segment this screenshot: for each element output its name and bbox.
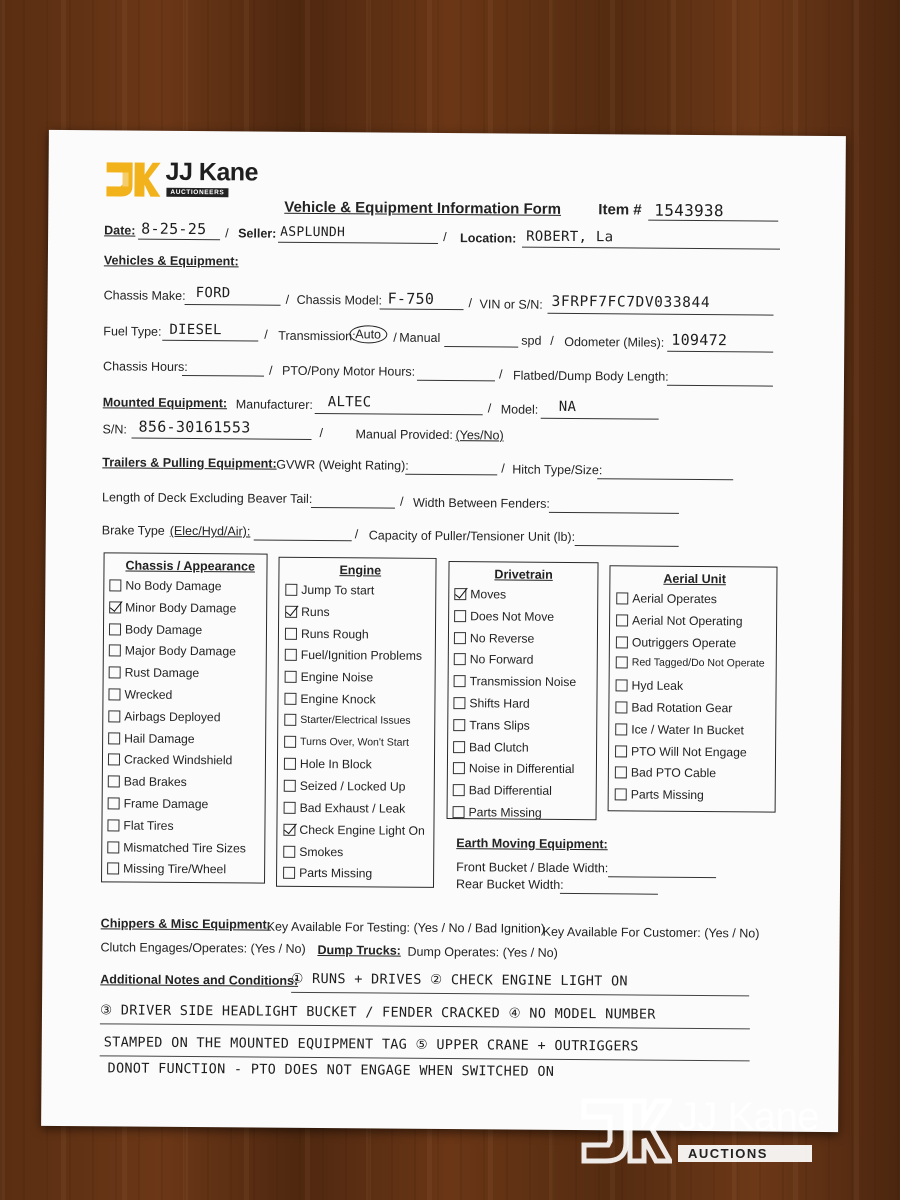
checkbox-label: Does Not Move: [470, 609, 555, 624]
checkbox-label: Ice / Water In Bucket: [631, 722, 744, 738]
notes-rule-1: [291, 992, 749, 997]
chassis-item-hail-damage[interactable]: [108, 731, 195, 746]
checkbox-label: Check Engine Light On: [299, 822, 425, 838]
checkbox-label: Smokes: [299, 844, 344, 859]
aerial-item-ice-water-in-bucket[interactable]: [615, 722, 744, 737]
checkbox-icon[interactable]: [108, 754, 120, 766]
checkbox-label: Bad Differential: [468, 783, 552, 799]
engine-item-hole-in-block[interactable]: [284, 757, 372, 772]
checkbox-label: No Body Damage: [125, 578, 222, 594]
brake-field[interactable]: [254, 527, 352, 542]
chassis-box-title: Chassis / Appearance: [125, 558, 256, 574]
drivetrain-item-shifts-hard[interactable]: [453, 696, 529, 711]
checkbox-icon[interactable]: [454, 675, 466, 687]
seller-value: ASPLUNDH: [280, 224, 346, 241]
engine-item-seized-locked-up[interactable]: [284, 779, 406, 794]
checked-checkbox-icon[interactable]: [285, 606, 297, 618]
checkbox-icon[interactable]: [616, 614, 628, 626]
engine-item-engine-knock[interactable]: [284, 692, 375, 707]
rear-bucket-label: Rear Bucket Width:: [455, 877, 564, 892]
checkbox-icon[interactable]: [108, 776, 120, 788]
checkbox-icon[interactable]: [453, 762, 465, 774]
checkbox-label: Bad Brakes: [123, 774, 187, 790]
checkbox-label: Missing Tire/Wheel: [123, 861, 227, 877]
checkbox-icon[interactable]: [616, 636, 628, 648]
checkbox-icon[interactable]: [285, 671, 297, 683]
checkbox-label: Bad Rotation Gear: [631, 700, 733, 716]
watermark-logo-icon: [578, 1093, 672, 1169]
chassis-make-label: Chassis Make:: [103, 288, 186, 303]
engine-item-starter-electrical-issues[interactable]: [284, 714, 410, 727]
key-testing-text: Key Available For Testing: (Yes / No / Bad Ignition): [266, 919, 546, 936]
date-label: Date:: [104, 223, 136, 238]
vin-value: 3FRPF7FC7DV033844: [551, 293, 711, 312]
checkbox-label: Outriggers Operate: [631, 635, 737, 650]
odometer-value: 109472: [671, 330, 728, 350]
aerial-item-aerial-operates[interactable]: [616, 591, 717, 606]
engine-item-smokes[interactable]: [283, 844, 343, 858]
watermark: [558, 1093, 868, 1173]
checkbox-icon[interactable]: [109, 667, 121, 679]
checkbox-label: Jump To start: [301, 582, 375, 598]
drivetrain-item-no-reverse[interactable]: [454, 631, 534, 646]
checkbox-label: Red Tagged/Do Not Operate: [631, 656, 765, 670]
checkbox-label: Transmission Noise: [469, 674, 577, 690]
checked-checkbox-icon[interactable]: [283, 824, 295, 836]
chassis-item-rust-damage[interactable]: [109, 666, 200, 681]
form-sheet: JJ Kane AUCTIONEERS Vehicle & Equipment Information Form Item # 1543938 Date: 8-25-25 / Seller: ASPLUNDH / Location: ROBERT, La Vehicles & Equipment: Chassis Make: FORD / Chassis Model: F-750 / VIN or S/N: 3FRPF7FC7DV033844 Fuel Type: DIESEL / Transmission: Auto / Manual spd / Odometer (Miles): 109472 Chassis Hours: / PTO/Pony Motor Hours: / Flatbed/Dump Body Length: Mounted Equipment: Manufacturer: ALTEC / Model: NA S/N: 856-30161553 / Manual Provided: (Yes/No) Trailers & Pulling Equipment: GVWR (Weight Rating): / Hitch Type/Size: Length of Deck Excluding Beaver Tail: / Width Between Fenders: Brake Type (Elec/Hyd/Air): / Capacity of Puller/Tensioner Unit (lb): Chassis / Appearance No Body Damage Minor Body Damage Body Damage Major Body Damage Rust Damage Wrecked Airbags Deployed Hail Damage Cracked Windshield Bad Brakes Frame Damage Flat Tires Mismatched Tire Sizes Missing Tire/Wheel Engine Jump To start Runs Runs Rough Fuel/Ignition Problems Engine Noise Engine Knock Starter/Electrical Issues Turns Over, Won't Start Hole In Block Seized / Locked Up Bad Exhaust / Leak Check Engine Light On Smokes Parts Missing Drivetrain Moves Does Not Move No Reverse No Forward Transmission Noise Shifts Hard Trans Slips Bad Clutch Noise in Differential Bad Differential Parts Missing Aerial Unit Aerial Operates Aerial Not Operating Outriggers Operate Red Tagged/Do Not Operate Hyd Leak Bad Rotation Gear Ice / Water In Bucket PTO Will Not Engage Bad PTO Cable Parts Missing Earth Moving Equipment: Front Bucket / Blade Width: Rear Bucket Width: Chippers & Misc Equipment: Key Available For Testing: (Yes / No / Bad Ignition) Key Available For Customer: (Yes / No) Clutch Engages/Operates: (Yes / No) Dump Trucks: Dump Operates: (Yes / No) Additional Notes and Conditions: ① RUNS + DRIVES ② CHECK ENGINE LIGHT ON ③ DRIVER SIDE HEADLIGHT BUCKET / FENDER CRACKED ④ NO MODEL NUMBER STAMPED ON THE MOUNTED EQUIPMENT TAG ⑤ UPPER CRANE + OUTRIGGERS DONOT FUNCTION - PTO DOES NOT ENGAGE WHEN SWITCHED ON: [41, 130, 846, 1132]
checkbox-icon[interactable]: [283, 845, 295, 857]
pto-hours-label: PTO/Pony Motor Hours:: [281, 363, 416, 379]
front-bucket-field[interactable]: [608, 863, 716, 878]
chassis-item-frame-damage[interactable]: [108, 796, 209, 811]
engine-item-fuel-ignition-problems[interactable]: [285, 648, 422, 663]
drivetrain-item-moves[interactable]: [454, 587, 506, 601]
checkbox-icon[interactable]: [109, 645, 121, 657]
checkbox-label: Turns Over, Won't Start: [300, 735, 409, 749]
location-label: Location:: [460, 231, 517, 246]
engine-box-title: Engine: [339, 563, 382, 578]
brake-label: Brake Type: [101, 523, 165, 538]
watermark-tagline: AUCTIONS: [678, 1145, 812, 1162]
checkbox-icon[interactable]: [109, 579, 121, 591]
checkbox-icon[interactable]: [615, 723, 627, 735]
seller-label: Seller:: [238, 226, 277, 241]
checkbox-label: Runs: [301, 604, 330, 619]
transmission-manual-option[interactable]: Manual: [399, 330, 441, 345]
chassis-item-wrecked[interactable]: [108, 687, 172, 702]
fenders-field[interactable]: [549, 499, 679, 514]
drivetrain-item-parts-missing[interactable]: [453, 805, 542, 820]
engine-item-runs[interactable]: [285, 605, 330, 619]
chassis-item-missing-tire-wheel[interactable]: [107, 862, 226, 877]
checkbox-label: Cracked Windshield: [123, 752, 233, 768]
fuel-value: DIESEL: [169, 321, 222, 339]
checkbox-label: Bad Exhaust / Leak: [299, 800, 406, 816]
engine-item-jump-to-start[interactable]: [285, 583, 374, 598]
chassis-item-minor-body-damage[interactable]: [109, 600, 236, 615]
checkbox-icon[interactable]: [453, 697, 465, 709]
checked-checkbox-icon[interactable]: [454, 588, 466, 600]
checkbox-icon[interactable]: [284, 780, 296, 792]
checkbox-label: Engine Noise: [300, 670, 374, 685]
checkbox-icon[interactable]: [284, 802, 296, 814]
hitch-label: Hitch Type/Size:: [512, 462, 603, 478]
checkbox-icon[interactable]: [454, 632, 466, 644]
speed-field[interactable]: [444, 333, 518, 348]
aerial-item-bad-pto-cable[interactable]: [615, 766, 716, 781]
checkbox-label: Aerial Operates: [632, 591, 718, 607]
checkbox-icon[interactable]: [615, 767, 627, 779]
chassis-item-mismatched-tire-sizes[interactable]: [107, 840, 246, 855]
drivetrain-item-bad-differential[interactable]: [453, 783, 552, 798]
checkbox-icon[interactable]: [284, 714, 296, 726]
aerial-item-pto-will-not-engage[interactable]: [615, 744, 747, 759]
engine-item-parts-missing[interactable]: [283, 866, 372, 881]
aerial-item-aerial-not-operating[interactable]: [616, 613, 743, 628]
clutch-text: Clutch Engages/Operates: (Yes / No): [100, 940, 306, 956]
checkbox-label: Parts Missing: [468, 805, 542, 820]
engine-item-turns-over-won-t-start[interactable]: [284, 735, 409, 748]
checkbox-label: Airbags Deployed: [124, 709, 221, 725]
aerial-item-red-tagged-do-not-operate[interactable]: [616, 657, 765, 670]
checkbox-label: Noise in Differential: [468, 761, 575, 777]
drivetrain-item-does-not-move[interactable]: [454, 609, 554, 624]
checkbox-label: Frame Damage: [123, 796, 209, 812]
transmission-label: Transmission:: [278, 328, 356, 344]
checkbox-icon[interactable]: [453, 741, 465, 753]
checkbox-icon[interactable]: [616, 657, 628, 669]
deck-field[interactable]: [311, 494, 395, 509]
checkbox-label: Major Body Damage: [124, 643, 236, 659]
checkbox-label: Flat Tires: [123, 818, 174, 833]
chippers-heading: Chippers & Misc Equipment:: [100, 916, 271, 932]
spd-label: spd: [521, 333, 542, 348]
checkbox-label: Hail Damage: [124, 731, 195, 746]
earth-moving-heading: Earth Moving Equipment:: [456, 836, 608, 852]
jk-logo-icon: [102, 156, 160, 200]
notes-heading: Additional Notes and Conditions:: [100, 972, 299, 988]
vin-label: VIN or S/N:: [479, 297, 543, 312]
notes-line-4: DONOT FUNCTION - PTO DOES NOT ENGAGE WHEN SWITCHED ON: [107, 1060, 555, 1080]
puller-label: Capacity of Puller/Tensioner Unit (lb):: [368, 528, 576, 545]
aerial-box-title: Aerial Unit: [663, 571, 726, 587]
location-value: ROBERT, La: [526, 228, 614, 246]
checkbox-icon[interactable]: [107, 819, 119, 831]
engine-item-engine-noise[interactable]: [285, 670, 374, 685]
model-value: NA: [558, 398, 577, 416]
manual-provided-options[interactable]: (Yes/No): [455, 428, 504, 443]
aerial-item-hyd-leak[interactable]: [616, 679, 684, 694]
checkbox-icon[interactable]: [615, 789, 627, 801]
front-bucket-label: Front Bucket / Blade Width:: [456, 860, 609, 876]
checkbox-label: Parts Missing: [630, 787, 704, 803]
drivetrain-item-noise-in-differential[interactable]: [453, 761, 575, 776]
manual-provided-label: Manual Provided:: [355, 427, 453, 443]
checkbox-icon[interactable]: [284, 693, 296, 705]
checkbox-label: Starter/Electrical Issues: [300, 713, 411, 727]
chassis-hours-label: Chassis Hours:: [103, 359, 188, 374]
checkbox-icon[interactable]: [454, 610, 466, 622]
checkbox-icon[interactable]: [283, 867, 295, 879]
notes-line-3: STAMPED ON THE MOUNTED EQUIPMENT TAG ⑤ UPPER CRANE + OUTRIGGERS: [103, 1034, 639, 1055]
checkbox-icon[interactable]: [285, 584, 297, 596]
rear-bucket-field[interactable]: [560, 880, 658, 895]
model-label: Model:: [500, 402, 539, 417]
watermark-name: JJ Kane: [678, 1095, 820, 1139]
checkbox-label: Moves: [470, 587, 507, 602]
checkbox-icon[interactable]: [108, 732, 120, 744]
notes-line-2: ③ DRIVER SIDE HEADLIGHT BUCKET / FENDER CRACKED ④ NO MODEL NUMBER: [99, 1002, 656, 1023]
date-value: 8-25-25: [141, 219, 207, 239]
chassis-item-cracked-windshield[interactable]: [108, 753, 232, 768]
pto-hours-field[interactable]: [417, 367, 495, 382]
checkbox-label: PTO Will Not Engage: [631, 744, 747, 759]
checkbox-icon[interactable]: [453, 784, 465, 796]
checkbox-label: No Reverse: [469, 630, 535, 646]
hitch-field[interactable]: [597, 465, 733, 480]
chassis-hours-field[interactable]: [182, 362, 264, 377]
engine-item-check-engine-light-on[interactable]: [283, 823, 424, 838]
checkbox-icon[interactable]: [108, 688, 120, 700]
sn-label: S/N:: [102, 422, 127, 437]
checkbox-label: Hole In Block: [299, 757, 372, 772]
checkbox-label: No Forward: [469, 652, 534, 668]
fenders-label: Width Between Fenders:: [412, 495, 550, 511]
checkbox-icon[interactable]: [453, 806, 465, 818]
checkbox-label: Runs Rough: [300, 626, 369, 642]
checkbox-label: Fuel/Ignition Problems: [300, 648, 423, 664]
manufacturer-value: ALTEC: [327, 394, 372, 411]
checkbox-label: Body Damage: [124, 622, 203, 637]
odometer-label: Odometer (Miles):: [564, 334, 665, 350]
company-logo: [102, 156, 160, 205]
chassis-item-flat-tires[interactable]: [107, 818, 173, 833]
checkbox-label: Wrecked: [124, 687, 173, 702]
drivetrain-item-trans-slips[interactable]: [453, 718, 530, 733]
logo-name: JJ Kane: [165, 157, 259, 187]
checkbox-icon[interactable]: [615, 745, 627, 757]
chassis-model-value: F-750: [387, 289, 435, 308]
fuel-label: Fuel Type:: [103, 324, 162, 339]
checkbox-icon[interactable]: [284, 758, 296, 770]
drivetrain-box-title: Drivetrain: [494, 567, 553, 582]
engine-item-runs-rough[interactable]: [285, 626, 369, 641]
flatbed-field[interactable]: [667, 372, 773, 387]
aerial-item-parts-missing[interactable]: [615, 788, 704, 803]
checkbox-icon[interactable]: [108, 797, 120, 809]
checkbox-label: Bad PTO Cable: [630, 765, 717, 781]
checkbox-label: Minor Body Damage: [125, 600, 237, 616]
checkbox-icon[interactable]: [453, 719, 465, 731]
checkbox-icon[interactable]: [616, 680, 628, 692]
item-value: 1543938: [654, 200, 724, 221]
trailers-heading: Trailers & Pulling Equipment:: [102, 455, 277, 471]
form-title: Vehicle & Equipment Information Form: [284, 198, 562, 218]
checkbox-icon[interactable]: [107, 841, 119, 853]
drivetrain-item-no-forward[interactable]: [454, 652, 534, 667]
checkbox-icon[interactable]: [285, 627, 297, 639]
checkbox-label: Hyd Leak: [631, 678, 684, 694]
chassis-item-bad-brakes[interactable]: [108, 775, 187, 790]
chassis-item-no-body-damage[interactable]: [109, 578, 221, 593]
vehicles-heading: Vehicles & Equipment:: [103, 253, 239, 269]
chassis-item-major-body-damage[interactable]: [109, 644, 236, 659]
aerial-item-bad-rotation-gear[interactable]: [615, 700, 732, 715]
checkbox-label: Mismatched Tire Sizes: [123, 840, 246, 856]
checkbox-icon[interactable]: [107, 863, 119, 875]
checkbox-icon[interactable]: [109, 623, 121, 635]
checkbox-icon[interactable]: [284, 735, 296, 747]
checkbox-label: Engine Knock: [300, 691, 376, 707]
checkbox-icon[interactable]: [285, 649, 297, 661]
notes-rule-2: [100, 1023, 750, 1029]
puller-field[interactable]: [575, 532, 679, 547]
notes-line-1: ① RUNS + DRIVES ② CHECK ENGINE LIGHT ON: [291, 970, 628, 990]
checkbox-icon[interactable]: [616, 592, 628, 604]
checked-checkbox-icon[interactable]: [109, 601, 121, 613]
checkbox-label: Aerial Not Operating: [632, 613, 743, 629]
key-customer-text: Key Available For Customer: (Yes / No): [542, 924, 760, 941]
manufacturer-label: Manufacturer:: [235, 397, 313, 412]
gvwr-field[interactable]: [405, 461, 497, 476]
checkbox-icon[interactable]: [454, 653, 466, 665]
checkbox-label: Rust Damage: [124, 665, 200, 681]
chassis-model-label: Chassis Model:: [296, 292, 383, 308]
drivetrain-item-transmission-noise[interactable]: [454, 674, 577, 689]
sn-value: 856-30161553: [138, 417, 251, 437]
dump-operates-text: Dump Operates: (Yes / No): [407, 944, 558, 960]
item-label: Item #: [598, 201, 642, 219]
dump-heading: Dump Trucks:: [317, 943, 401, 958]
aerial-item-outriggers-operate[interactable]: [616, 635, 736, 650]
deck-label: Length of Deck Excluding Beaver Tail:: [101, 490, 313, 506]
checkbox-label: Trans Slips: [469, 718, 530, 733]
gvwr-label: GVWR (Weight Rating):: [276, 457, 409, 473]
brake-options: (Elec/Hyd/Air):: [169, 523, 251, 539]
chassis-item-body-damage[interactable]: [109, 622, 202, 637]
checkbox-label: Bad Clutch: [469, 739, 529, 755]
engine-item-bad-exhaust-leak[interactable]: [284, 801, 406, 816]
chassis-item-airbags-deployed[interactable]: [108, 709, 220, 724]
drivetrain-item-bad-clutch[interactable]: [453, 740, 529, 755]
checkbox-icon[interactable]: [615, 701, 627, 713]
transmission-auto-option[interactable]: Auto: [349, 325, 387, 343]
flatbed-label: Flatbed/Dump Body Length:: [512, 368, 669, 384]
mounted-heading: Mounted Equipment:: [102, 395, 228, 411]
checkbox-label: Seized / Locked Up: [299, 779, 406, 794]
chassis-make-value: FORD: [195, 285, 231, 302]
checkbox-label: Shifts Hard: [469, 696, 530, 711]
logo-tagline: AUCTIONEERS: [166, 188, 228, 197]
checkbox-icon[interactable]: [108, 710, 120, 722]
checkbox-label: Parts Missing: [299, 866, 373, 881]
